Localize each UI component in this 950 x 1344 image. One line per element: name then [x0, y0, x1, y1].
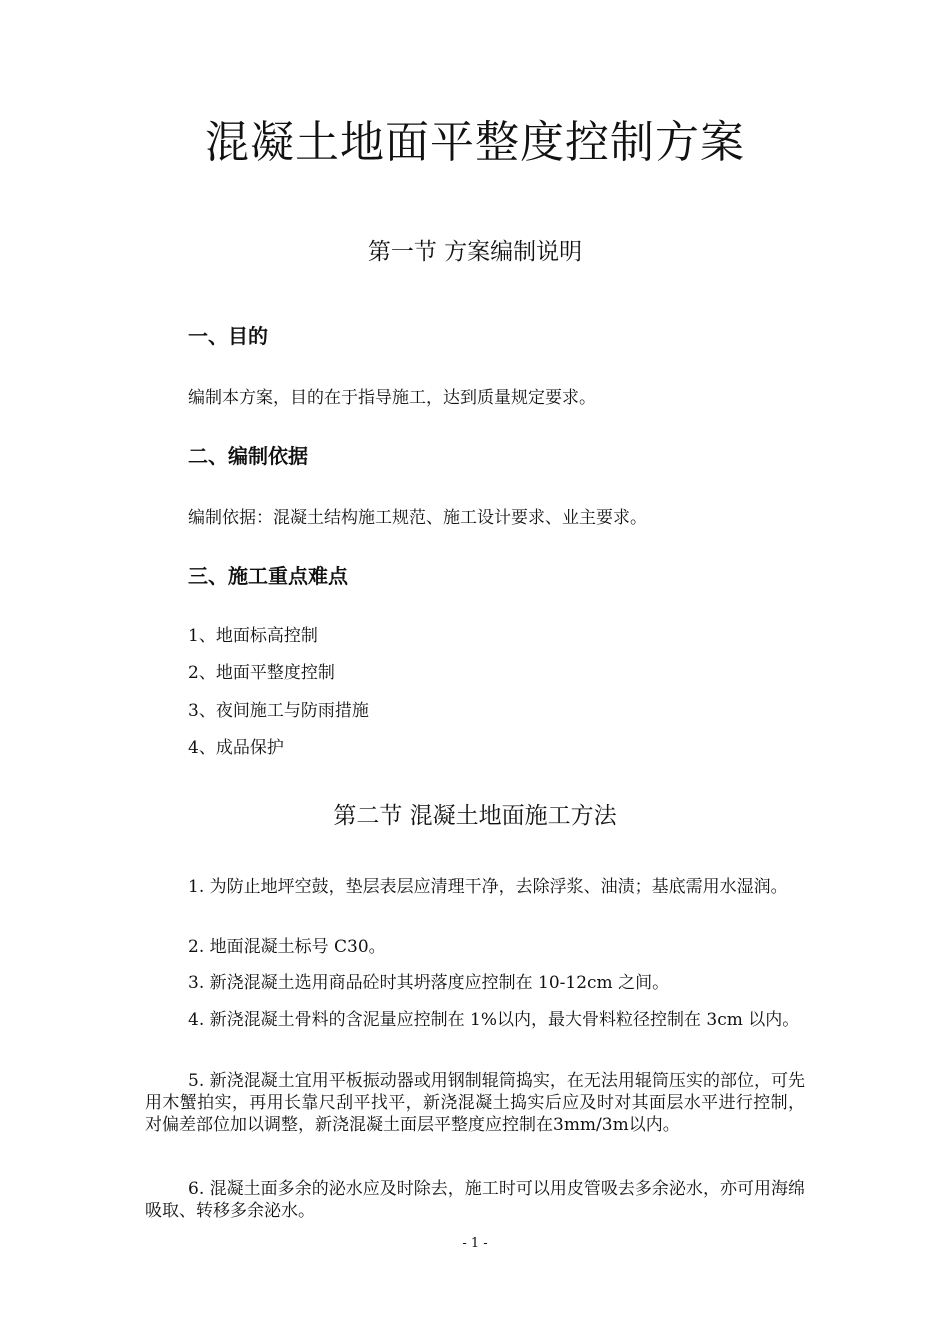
paragraph-3: 3. 新浇混凝土选用商品砼时其坍落度应控制在 10-12cm 之间。	[188, 973, 670, 993]
purpose-text: 编制本方案，目的在于指导施工，达到质量规定要求。	[188, 388, 596, 408]
list-item: 3、夜间施工与防雨措施	[188, 701, 369, 721]
list-item: 1、地面标高控制	[188, 626, 318, 646]
heading-basis: 二、编制依据	[188, 444, 308, 468]
section-2-title: 第二节 混凝土地面施工方法	[333, 803, 617, 829]
heading-key-points: 三、施工重点难点	[188, 564, 348, 588]
paragraph-5: 5. 新浇混凝土宜用平板振动器或用钢制辊筒捣实，在无法用辊筒压实的部位，可先用木蟹拍实，再用长靠尺刮平找平，新浇混凝土捣实后应及时对其面层水平进行控制，对偏差部位加以调整，新浇混凝土面层平整度应控制在3mm/3m以内。	[145, 1071, 805, 1135]
paragraph-1: 1. 为防止地坪空鼓，垫层表层应清理干净，去除浮浆、油渍；基底需用水湿润。	[188, 877, 788, 897]
heading-purpose: 一、目的	[188, 324, 268, 348]
paragraph-6: 6. 混凝土面多余的泌水应及时除去，施工时可以用皮管吸去多余泌水，亦可用海绵吸取、转移多余泌水。	[145, 1179, 805, 1221]
section-1-title: 第一节 方案编制说明	[367, 239, 583, 265]
paragraph-4: 4. 新浇混凝土骨料的含泥量应控制在 1%以内，最大骨料粒径控制在 3cm 以内。	[188, 1010, 800, 1030]
paragraph-2: 2. 地面混凝土标号 C30。	[188, 937, 386, 957]
basis-text: 编制依据：混凝土结构施工规范、施工设计要求、业主要求。	[188, 508, 647, 528]
list-item: 2、地面平整度控制	[188, 663, 335, 683]
document-title: 混凝土地面平整度控制方案	[205, 117, 745, 168]
page-number: - 1 -	[462, 1236, 488, 1251]
list-item: 4、成品保护	[188, 738, 284, 758]
